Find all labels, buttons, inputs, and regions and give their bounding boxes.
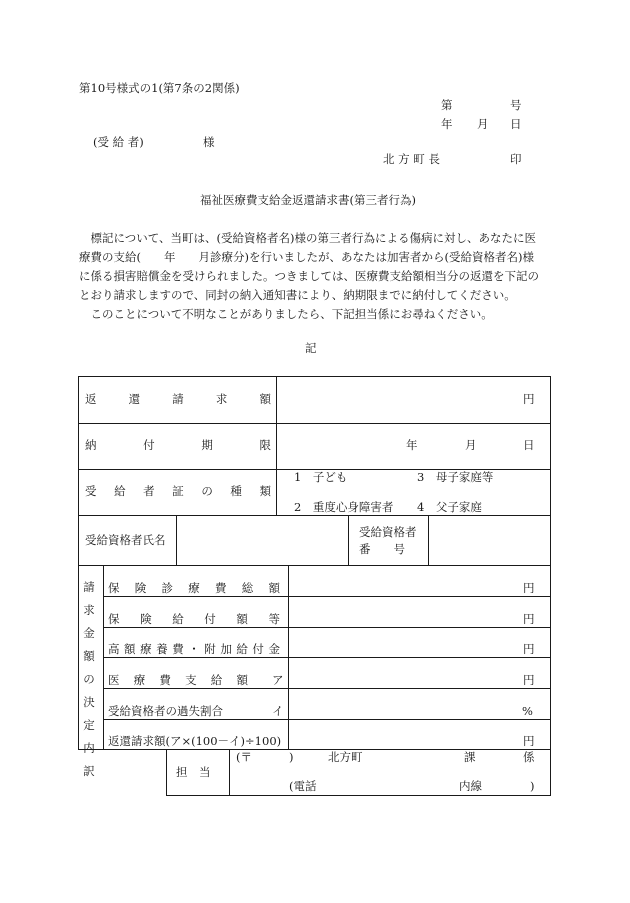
number-label-line1: 受給資格者 bbox=[359, 525, 417, 539]
body-line: とおり請求しますので、同封の納入通知書により、納期限までに納付してください。 bbox=[79, 288, 516, 302]
due-date-month: 月 bbox=[465, 438, 477, 452]
breakdown-unit: % bbox=[522, 704, 533, 718]
cert-option: 2 重度心身障害者 bbox=[294, 500, 394, 514]
breakdown-row-label-5: 返還請求額(ア×(100－イ)÷100) bbox=[108, 734, 282, 748]
doc-number-suffix: 号 bbox=[510, 98, 522, 112]
contact-postal: (〒 bbox=[236, 750, 252, 764]
date-year: 年 bbox=[441, 117, 453, 131]
cert-option: 1 子ども bbox=[294, 470, 348, 484]
cert-option: 3 母子家庭等 bbox=[417, 470, 494, 484]
recipient-label: (受 給 者) bbox=[93, 135, 144, 149]
breakdown-row-label-3: 医 療 費 支 給 額 bbox=[108, 673, 248, 687]
contact-close: ) bbox=[530, 779, 535, 793]
document-title: 福祉医療費支給金返還請求書(第三者行為) bbox=[200, 193, 416, 207]
doc-number-prefix: 第 bbox=[441, 98, 453, 112]
breakdown-unit: 円 bbox=[523, 581, 535, 595]
contact-extension: 内線 bbox=[459, 779, 482, 793]
contact-phone: (電話 bbox=[289, 779, 317, 793]
breakdown-unit: 円 bbox=[523, 642, 535, 656]
refund-amount-unit: 円 bbox=[523, 392, 535, 406]
ki-label: 記 bbox=[305, 341, 317, 355]
contact-section: 課 bbox=[464, 750, 476, 764]
issuer-seal: 印 bbox=[510, 152, 522, 166]
contact-label: 担 当 bbox=[176, 765, 211, 779]
body-paragraph-1 bbox=[79, 229, 557, 324]
due-date-year: 年 bbox=[406, 438, 418, 452]
due-date-label: 納 付 期 限 bbox=[85, 438, 271, 452]
contact-town: 北方町 bbox=[328, 750, 363, 764]
breakdown-row-label-4: 受給資格者の過失割合 bbox=[108, 704, 223, 718]
breakdown-unit: 円 bbox=[523, 612, 535, 626]
breakdown-vertical-label: 請 求 金 額 の 決 定 内 訳 bbox=[83, 580, 95, 778]
breakdown-unit: 円 bbox=[523, 734, 535, 748]
breakdown-tag: イ bbox=[272, 704, 284, 718]
cert-type-label: 受 給 者 証 の 種 類 bbox=[85, 484, 271, 498]
contact-unit: 係 bbox=[523, 750, 535, 764]
body-line: このことについて不明なことがありましたら、下記担当係にお尋ねください。 bbox=[79, 307, 493, 321]
breakdown-unit: 円 bbox=[523, 673, 535, 687]
cert-option: 4 父子家庭 bbox=[417, 500, 482, 514]
form-number: 第10号様式の1(第7条の2関係) bbox=[79, 81, 240, 95]
number-label-line2: 番 号 bbox=[359, 542, 405, 556]
body-line: に係る損害賠償金を受けられました。つきましては、医療費支給額相当分の返還を下記の bbox=[79, 269, 539, 283]
breakdown-row-label-1: 保 険 給 付 額 等 bbox=[108, 612, 280, 626]
refund-amount-label: 返 還 請 求 額 bbox=[85, 392, 271, 406]
due-date-day: 日 bbox=[523, 438, 535, 452]
contact-postal-close: ) bbox=[289, 750, 294, 764]
body-line: 療費の支給( 年 月診療分)を行いましたが、あなたは加害者から(受給資格者名)様 bbox=[79, 250, 534, 264]
issuer-title: 北 方 町 長 bbox=[383, 152, 440, 166]
breakdown-row-label-2: 高 額 療 養 費 ・ 附 加 給 付 金 bbox=[108, 642, 280, 656]
recipient-honorific: 様 bbox=[203, 135, 215, 149]
name-label: 受給資格者氏名 bbox=[85, 533, 166, 547]
date-month: 月 bbox=[477, 117, 489, 131]
breakdown-tag: ア bbox=[272, 673, 284, 687]
body-line: 標記について、当町は、(受給資格者名)様の第三者行為による傷病に対し、あなたに医 bbox=[79, 231, 537, 245]
label-char: 返 bbox=[85, 392, 97, 406]
date-day: 日 bbox=[510, 117, 522, 131]
breakdown-row-label-0: 保 険 診 療 費 総 額 bbox=[108, 581, 280, 595]
